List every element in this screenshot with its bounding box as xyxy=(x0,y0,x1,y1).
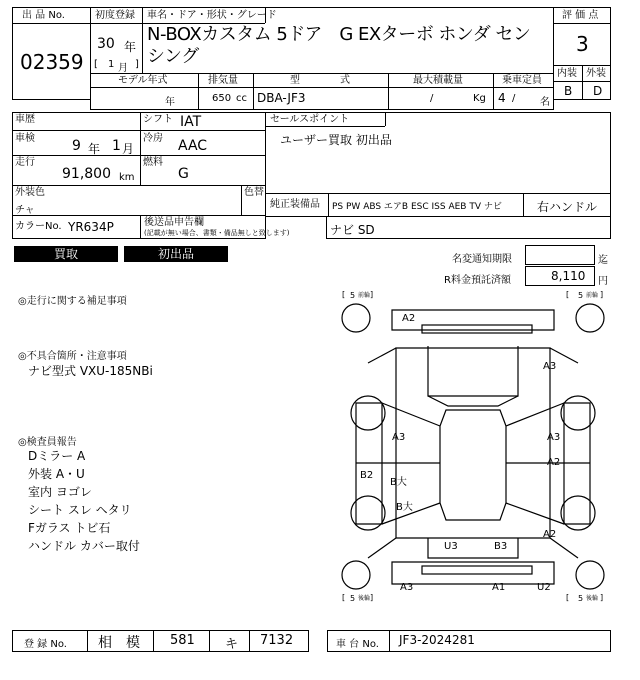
capacity: 4 xyxy=(498,91,506,105)
inspection-label: 車検 xyxy=(15,133,35,144)
handle-div xyxy=(523,193,524,217)
details-row-line-2 xyxy=(12,155,266,156)
inspector-line: シート スレ ヘタリ xyxy=(28,503,132,517)
exterior-grade: D xyxy=(593,84,603,98)
handle: 右ハンドル xyxy=(537,200,598,214)
reg-div-3 xyxy=(209,630,210,652)
eval-label: 評 価 点 xyxy=(562,10,599,21)
type-label: 型 式 xyxy=(290,75,350,86)
post-reg-label: 後送品申告欄 xyxy=(144,217,204,228)
tag-buy: 買取 xyxy=(14,246,118,262)
details-left-box xyxy=(12,112,266,239)
color-change-label: 色替 xyxy=(244,187,264,198)
tire-bottom-left-caption: 後輪 xyxy=(358,595,371,602)
inspection-month-unit: 月 xyxy=(122,142,135,156)
tire-bottom-right-bracket: [ xyxy=(566,593,570,602)
damage-rear-right: B3 xyxy=(494,541,508,552)
specs-div-1 xyxy=(198,73,199,110)
damage-left-roof-rear: B大 xyxy=(396,502,413,513)
exterior-color-label: 外装色 xyxy=(15,187,45,198)
first-reg-month-bracket-open: [ xyxy=(94,59,98,70)
sales-point-label: セールスポイント xyxy=(270,114,350,125)
inspector-line: 外装 A・U xyxy=(28,467,85,481)
reg-div-2 xyxy=(153,630,154,652)
inspector-line: ハンドル カバー取付 xyxy=(28,539,140,553)
details-vdiv xyxy=(140,112,141,185)
chassis-div xyxy=(389,630,390,652)
post-reg-value: ナビ SD xyxy=(330,223,375,237)
recycle-label: R料金預託済額 xyxy=(444,275,511,286)
model-year-unit: 年 xyxy=(165,97,175,108)
reg-area: 相 模 xyxy=(98,635,140,651)
first-reg-month: 1 xyxy=(108,59,115,70)
details-row-line-4 xyxy=(12,215,266,216)
shift-value: IAT xyxy=(180,114,202,130)
details-row-line-1 xyxy=(12,130,266,131)
damage-right-rear-door: A2 xyxy=(547,457,561,468)
first-reg-label-line xyxy=(90,23,143,24)
tire-top-left-caption: 前輪 xyxy=(358,292,371,299)
fuel-value: G xyxy=(178,166,189,182)
max-load-label: 最大積載量 xyxy=(413,75,463,86)
name-change-value xyxy=(525,245,595,265)
damage-rear-bumper-right: U2 xyxy=(537,582,551,593)
name-change-label: 名変通知期限 xyxy=(452,254,512,265)
equipment-label-div xyxy=(328,193,329,217)
shift-label: シフト xyxy=(143,114,173,125)
inspector-line: Fガラス トビ石 xyxy=(28,521,111,535)
first-reg-label: 初度登録 xyxy=(95,10,135,21)
damage-rear-left: U3 xyxy=(444,541,458,552)
capacity-unit: 名 xyxy=(540,97,550,108)
max-load-sep: / xyxy=(430,93,434,104)
damage-right-front-fender: A3 xyxy=(543,361,557,372)
damage-front-bumper: A2 xyxy=(402,313,416,324)
damage-right-rear-fender: A2 xyxy=(543,529,557,540)
tire-bottom-right: 5 xyxy=(578,594,584,603)
inspector-title: ◎検査員報告 xyxy=(18,437,77,448)
car-diagram xyxy=(338,288,610,606)
eval-score: 3 xyxy=(576,32,589,56)
tire-top-left-bracket-close: ] xyxy=(370,290,374,299)
interior-label: 内装 xyxy=(557,68,577,79)
capacity-label: 乗車定員 xyxy=(502,75,542,86)
displacement: 650 xyxy=(212,93,232,104)
damage-left-roof-front: B大 xyxy=(390,477,407,488)
lot-number-label-line xyxy=(12,23,91,24)
reg-div-1 xyxy=(87,630,88,652)
max-load-unit: Kg xyxy=(473,93,486,104)
interior-grade: B xyxy=(564,84,573,98)
history-label: 車歴 xyxy=(15,114,35,125)
chassis: JF3-2024281 xyxy=(399,633,475,647)
tire-bottom-left: 5 xyxy=(350,594,356,603)
specs-div-3 xyxy=(388,73,389,110)
specs-div-2 xyxy=(253,73,254,110)
tire-top-left-bracket: [ xyxy=(342,290,346,299)
inspector-line: 室内 ヨゴレ xyxy=(28,485,92,499)
ac-label: 冷房 xyxy=(143,133,163,144)
damage-left-front-door: A3 xyxy=(392,432,406,443)
color-no-label: カラーNo. xyxy=(15,221,62,232)
first-reg-month-bracket-close: ] xyxy=(135,59,139,70)
specs-div-4 xyxy=(493,73,494,110)
displacement-unit: cc xyxy=(236,93,247,104)
car-name: N-BOXカスタム 5ドア G EXターボ ホンダ センシング xyxy=(147,24,531,67)
lot-number-label: 出 品 No. xyxy=(22,10,65,21)
reg-number: 7132 xyxy=(260,633,294,648)
color-no-value: YR634P xyxy=(68,220,114,234)
reg-kana: キ xyxy=(225,637,239,652)
inspection-year-unit: 年 xyxy=(88,142,101,156)
displacement-label: 排気量 xyxy=(208,75,238,86)
sales-point: ユーザー買取 初出品 xyxy=(280,133,392,147)
damage-left-pillar: B2 xyxy=(360,470,374,481)
damage-right-front-door: A3 xyxy=(547,432,561,443)
sales-point-label-line xyxy=(265,126,385,127)
defect-line: ナビ型式 VXU-185NBi xyxy=(28,364,153,378)
damage-rear-bumper-left: A3 xyxy=(400,582,414,593)
inspector-line: Dミラー A xyxy=(28,449,86,463)
post-reg-note: (記載が無い場合、書類・備品無しと致します) xyxy=(144,229,290,237)
equipment: PS PW ABS エアB ESC ISS AEB TV ナビ xyxy=(332,202,502,212)
tag-first: 初出品 xyxy=(124,246,228,262)
tire-top-left: 5 xyxy=(350,291,356,300)
specs-label-line xyxy=(90,87,554,88)
color-change-div xyxy=(241,185,242,215)
first-reg-year-unit: 年 xyxy=(124,40,137,54)
lot-number: 02359 xyxy=(20,50,84,74)
grade-divider xyxy=(582,65,583,100)
eval-label-line xyxy=(553,23,611,24)
first-reg-year: 30 xyxy=(97,36,115,52)
color-no-div xyxy=(140,215,141,239)
exterior-color-value: チャ xyxy=(15,205,35,216)
ac-value: AAC xyxy=(178,138,208,154)
inspection-year: 9 xyxy=(72,138,81,154)
reg-label: 登 録 No. xyxy=(24,639,67,650)
tire-bottom-right-bracket-close: ] xyxy=(600,593,604,602)
driving-title: ◎走行に関する補足事項 xyxy=(18,296,127,307)
reg-div-4 xyxy=(249,630,250,652)
tire-top-right-bracket: [ xyxy=(566,290,570,299)
sales-point-label-div xyxy=(385,112,386,126)
tire-bottom-left-bracket: [ xyxy=(342,593,346,602)
model-type: DBA-JF3 xyxy=(257,91,306,105)
mileage-label: 走行 xyxy=(15,157,35,168)
tire-top-right-bracket-close: ] xyxy=(600,290,604,299)
fuel-label: 燃料 xyxy=(143,157,163,168)
capacity-sep: / xyxy=(512,93,516,104)
model-year-label: モデル年式 xyxy=(118,75,168,86)
tire-bottom-right-caption: 後輪 xyxy=(586,595,599,602)
name-change-unit: 迄 xyxy=(598,255,608,266)
reg-class: 581 xyxy=(170,633,195,648)
equipment-label: 純正装備品 xyxy=(270,199,320,210)
recycle-value: 8,110 xyxy=(551,269,586,283)
mileage-value: 91,800 xyxy=(62,166,111,182)
tire-top-right: 5 xyxy=(578,291,584,300)
damage-rear-bumper-mid: A1 xyxy=(492,582,506,593)
recycle-unit: 円 xyxy=(598,276,608,287)
chassis-label: 車 台 No. xyxy=(336,639,379,650)
details-row-line-3 xyxy=(12,185,266,186)
inspection-month: 1 xyxy=(112,138,121,154)
tire-bottom-left-bracket-close: ] xyxy=(370,593,374,602)
car-name-label: 車名・ドア・形状・グレード xyxy=(147,10,277,21)
mileage-unit: km xyxy=(119,172,135,183)
tire-top-right-caption: 前輪 xyxy=(586,292,599,299)
defects-title: ◎不具合箇所・注意事項 xyxy=(18,351,127,362)
first-reg-month-unit: 月 xyxy=(118,63,128,74)
exterior-label: 外装 xyxy=(586,68,606,79)
car-name-label-divider xyxy=(265,7,266,23)
